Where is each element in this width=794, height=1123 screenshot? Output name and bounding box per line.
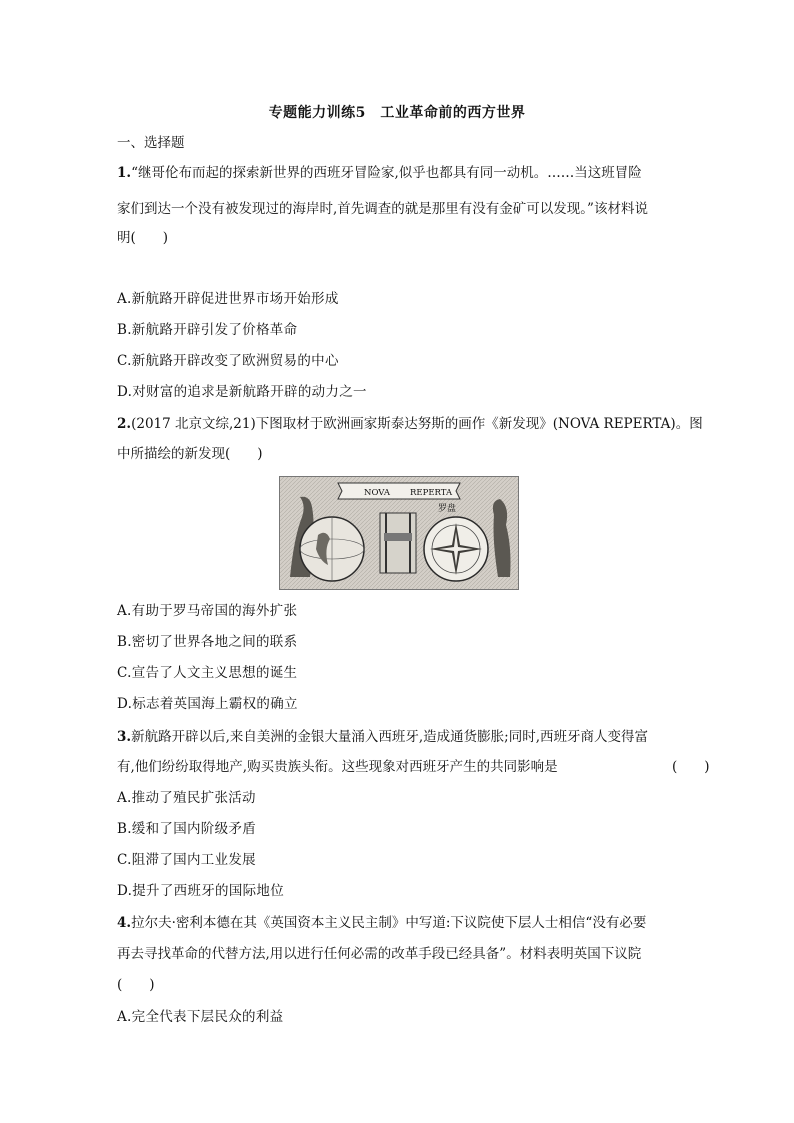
- question-3-option-b: B.缓和了国内阶级矛盾: [117, 821, 257, 837]
- question-1-line-2: 家们到达一个没有被发现过的海岸时,首先调查的就是那里有没有金矿可以发现。”该材料说: [117, 201, 648, 217]
- question-3-option-c: C.阻滞了国内工业发展: [117, 852, 256, 868]
- question-3-number: 3.: [117, 729, 132, 745]
- question-2-option-b: B.密切了世界各地之间的联系: [117, 634, 298, 650]
- nova-reperta-figure: [279, 476, 519, 590]
- question-1-option-c: C.新航路开辟改变了欧洲贸易的中心: [117, 353, 339, 369]
- question-1-line-3: 明( ): [117, 230, 169, 246]
- question-2-option-d: D.标志着英国海上霸权的确立: [117, 696, 298, 712]
- question-2-line-2: 中所描绘的新发现( ): [117, 446, 263, 462]
- question-4-text-1: 拉尔夫·密利本德在其《英国资本主义民主制》中写道:下议院使下层人士相信“没有必要: [131, 915, 647, 931]
- question-3-line-1: [117, 727, 648, 747]
- question-3-text-1: 新航路开辟以后,来自美洲的金银大量涌入西班牙,造成通货膨胀;同时,西班牙商人变得富: [131, 729, 649, 745]
- question-4-line-2: 再去寻找革命的代替方法,用以进行任何必需的改革手段已经具备”。材料表明英国下议院: [117, 946, 642, 962]
- question-4-number: 4.: [117, 915, 132, 931]
- question-4-option-a: A.完全代表下层民众的利益: [117, 1009, 284, 1025]
- page-title: 专题能力训练5 工业革命前的西方世界: [268, 105, 526, 121]
- banner-right-text: REPERTA: [410, 488, 453, 498]
- question-1-text-1: “继哥伦布而起的探索新世界的西班牙冒险家,似乎也都具有同一动机。……当这班冒险: [131, 165, 642, 181]
- banner-left-text: NOVA: [364, 488, 390, 498]
- compass-label: 罗盘: [438, 504, 457, 514]
- question-2-number: 2.: [117, 416, 132, 432]
- question-2-line-1: [117, 414, 703, 434]
- question-2-option-a: A.有助于罗马帝国的海外扩张: [117, 603, 298, 619]
- engraving-illustration: [280, 477, 518, 589]
- question-3-option-d: D.提升了西班牙的国际地位: [117, 883, 285, 899]
- question-2-option-c: C.宣告了人文主义思想的诞生: [117, 665, 298, 681]
- section-heading: 一、选择题: [117, 135, 185, 151]
- question-1-option-d: D.对财富的追求是新航路开辟的动力之一: [117, 384, 367, 400]
- question-3-option-a: A.推动了殖民扩张活动: [117, 790, 256, 806]
- question-3-line-2: 有,他们纷纷取得地产,购买贵族头衔。这些现象对西班牙产生的共同影响是: [117, 759, 558, 775]
- question-1-number: 1.: [117, 165, 132, 181]
- question-4-line-3: ( ): [117, 977, 155, 993]
- question-4-line-1: [117, 913, 646, 933]
- question-1-option-a: A.新航路开辟促进世界市场开始形成: [117, 291, 339, 307]
- question-3-answer-blank: ( ): [672, 759, 710, 775]
- question-2-text-1: (2017 北京文综,21)下图取材于欧洲画家斯泰达努斯的画作《新发现》(NOVA REPERTA)。图: [131, 416, 703, 432]
- question-1-option-b: B.新航路开辟引发了价格革命: [117, 322, 298, 338]
- question-1-line-1: [117, 163, 642, 183]
